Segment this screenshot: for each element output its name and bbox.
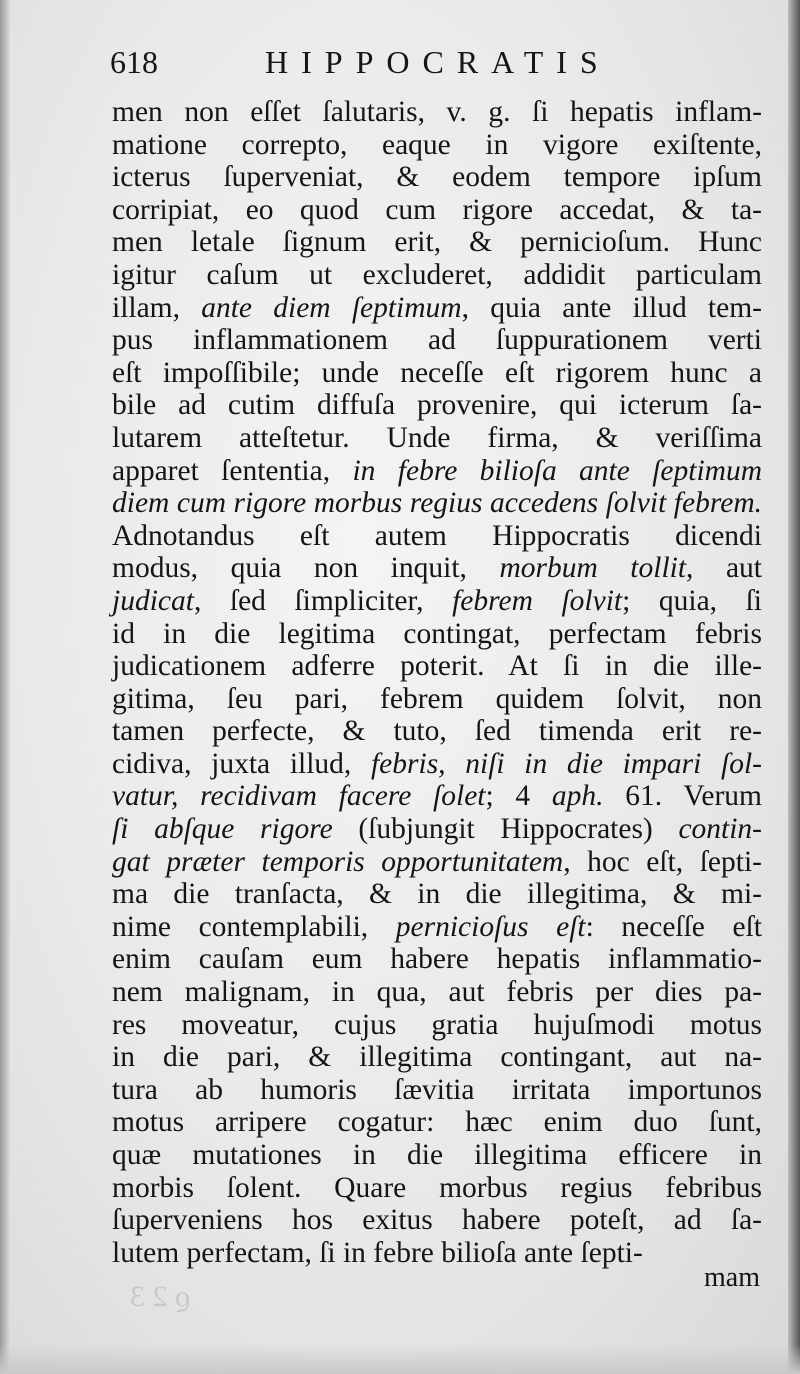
line-text: ma die tranſacta, & in die illegitima, & mi- [112, 878, 762, 911]
line-text: matione correpto, eaque in vigore exiſtente, [112, 128, 762, 161]
line-text: Adnotandus eſt autem Hippocratis dicendi [112, 519, 762, 552]
text-line [112, 650, 762, 683]
italic-phrase: ſi abſque rigore [112, 813, 333, 846]
text-line [112, 357, 762, 390]
line-text: morbis ſolent. Quare morbus regius febribus [112, 1171, 762, 1204]
text-line [112, 813, 762, 846]
text-line [112, 96, 762, 129]
italic-phrase: contin- [678, 813, 762, 846]
text-line [112, 976, 762, 1009]
line-text: enim cauſam eum habere hepatis inflammatio- [112, 943, 762, 976]
line-text: icterus ſuperveniat, & eodem tempore ipſum [112, 161, 762, 194]
show-through-bleed: ϱ 2 3 [130, 1280, 191, 1313]
line-text: men non eſſet ſalutaris, v. g. ſi hepatis inflam- [112, 96, 762, 128]
line-text: igitur caſum ut excluderet, addidit particulam [112, 258, 762, 291]
line-text: tamen perfecte, & tuto, ſed timenda erit re- [112, 715, 762, 748]
line-text: (ſubjungit Hippocrates) [332, 813, 679, 846]
text-line [112, 911, 762, 944]
text-line [112, 1237, 762, 1270]
text-line [112, 422, 762, 455]
italic-phrase: pernicioſus eſt [395, 910, 586, 943]
line-text: apparet ſententia, [112, 454, 353, 487]
text-line [112, 552, 762, 585]
line-text: cidiva, juxta illud, [112, 747, 371, 780]
line-text: motus arripere cogatur: hæc enim duo ſunt, [112, 1106, 762, 1139]
italic-phrase: diem cum rigore morbus regius accedens ſolvit febrem. [112, 487, 762, 520]
text-line [112, 324, 762, 357]
text-line [112, 292, 762, 325]
line-text: in die pari, & illegitima contingant, aut na- [112, 1041, 762, 1074]
page-edge-shadow [788, 0, 800, 1374]
text-line [112, 846, 762, 879]
text-line [112, 259, 762, 292]
line-text: illam, [112, 291, 202, 324]
text-line [112, 683, 762, 716]
text-line [112, 1009, 762, 1042]
line-text: judicationem adferre poterit. At ſi in die ille- [112, 650, 762, 683]
line-text: pus inflammationem ad ſuppurationem verti [112, 324, 762, 357]
running-head: HIPPOCRATIS [265, 44, 611, 80]
text-line [112, 520, 762, 553]
italic-phrase: judicat [112, 584, 194, 617]
line-text: bile ad cutim diffuſa provenire, qui icterum ſa- [112, 389, 762, 422]
italic-phrase: in febre bilioſa ante ſeptimum [352, 454, 762, 487]
page-header [110, 44, 770, 84]
line-text: lutem perfectam, ſi in febre bilioſa ante ſepti- [112, 1236, 643, 1269]
text-line [112, 226, 762, 259]
line-text: , aut [686, 552, 762, 585]
line-text: 61. Verum [603, 780, 762, 813]
text-line [112, 455, 762, 488]
text-line [112, 487, 762, 520]
text-line [112, 1139, 762, 1172]
page-bottom-shadow [0, 1344, 800, 1374]
line-text: nime contemplabili, [112, 910, 396, 943]
italic-phrase: aph. [551, 780, 604, 813]
body-text [112, 96, 762, 1269]
page-number: 618 [110, 44, 158, 80]
text-line [112, 1204, 762, 1237]
italic-phrase: ante diem ſeptimum [201, 291, 462, 324]
line-text: nem malignam, in qua, aut febris per dies pa- [112, 976, 762, 1009]
line-text: ; quia, ſi [622, 584, 762, 617]
line-text: ſuperveniens hos exitus habere poteſt, ad ſa- [112, 1204, 762, 1237]
catchword: mam [704, 1262, 760, 1293]
line-text: quæ mutationes in die illegitima efficere in [112, 1139, 762, 1171]
italic-phrase: vatur, recidivam facere ſolet [112, 780, 486, 813]
text-line [112, 715, 762, 748]
text-line [112, 780, 762, 813]
line-text: eſt impoſſibile; unde neceſſe eſt rigorem hunc a [112, 356, 762, 389]
text-line [112, 1106, 762, 1139]
line-text: res moveatur, cujus gratia hujuſmodi motus [112, 1008, 762, 1041]
italic-phrase: gat præter temporis opportunitatem [112, 845, 564, 878]
text-line [112, 585, 762, 618]
line-text: corripiat, eo quod cum rigore accedat, & ta- [112, 193, 762, 226]
text-line [112, 129, 762, 162]
text-line [112, 1172, 762, 1205]
line-text: ; 4 [485, 780, 552, 813]
line-text: , ſed ſimpliciter, [193, 584, 453, 617]
italic-phrase: morbum tollit [499, 552, 687, 585]
line-text: gitima, ſeu pari, febrem quidem ſolvit, non [112, 682, 762, 715]
text-line [112, 194, 762, 227]
text-line [112, 389, 762, 422]
italic-phrase: febrem ſolvit [452, 584, 623, 617]
line-text: id in die legitima contingat, perfectam febris [112, 617, 762, 650]
page-gutter-shadow [0, 0, 10, 1374]
line-text: : neceſſe eſt [585, 910, 762, 943]
text-line [112, 1074, 762, 1107]
text-line [112, 618, 762, 651]
text-line [112, 1041, 762, 1074]
text-line [112, 748, 762, 781]
line-text: modus, quia non inquit, [112, 552, 500, 585]
line-text: , hoc eſt, ſepti- [563, 845, 762, 878]
text-line [112, 943, 762, 976]
text-line [112, 878, 762, 911]
line-text: men letale ſignum erit, & pernicioſum. Hunc [112, 226, 762, 259]
text-line [112, 161, 762, 194]
italic-phrase: febris, niſi in die impari ſol- [370, 747, 762, 780]
line-text: tura ab humoris ſævitia irritata importunos [112, 1073, 762, 1106]
line-text: , quia ante illud tem- [461, 291, 762, 324]
line-text: lutarem atteſtetur. Unde firma, & veriſſima [112, 421, 762, 454]
